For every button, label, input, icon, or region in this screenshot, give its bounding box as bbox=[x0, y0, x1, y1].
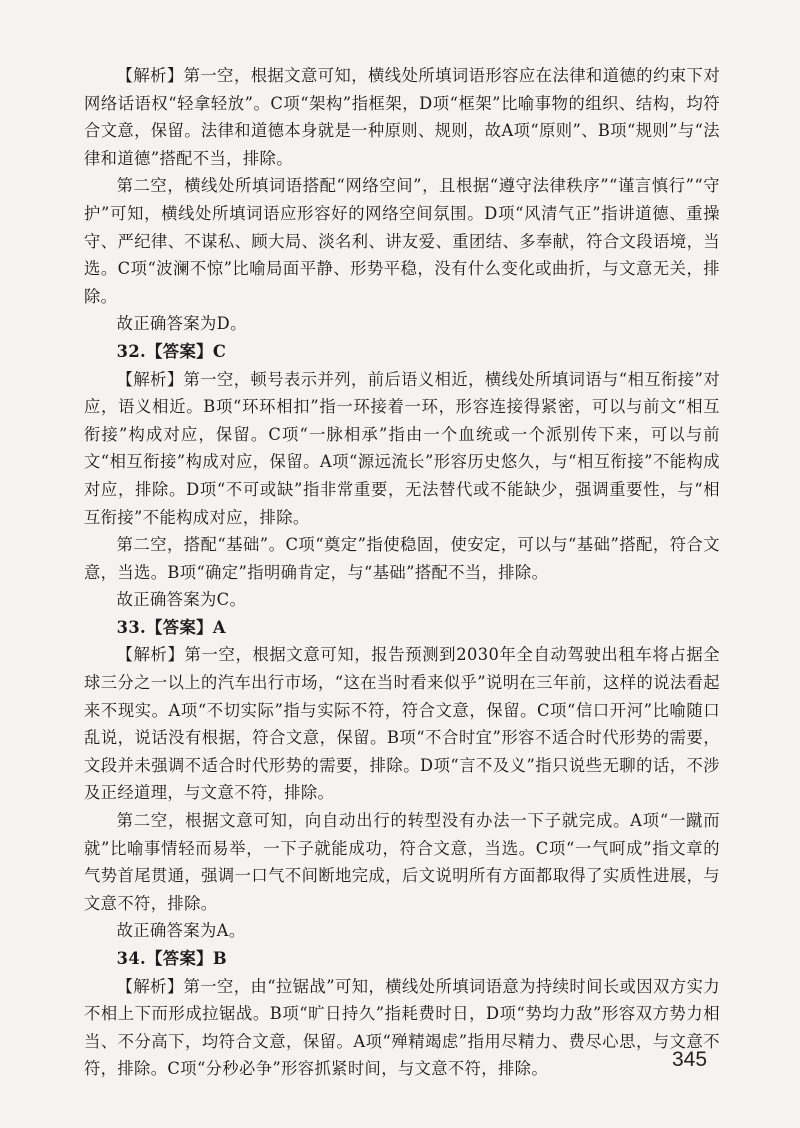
answer-heading: 33.【答案】A bbox=[116, 617, 226, 637]
paragraph: 【解析】第一空，由“拉锯战”可知，横线处所填词语意为持续时间长或因双方实力不相上下而形成拉锯战。B项“旷日持久”指耗费时日，D项“势均力敌”形容双方势力相当、不分高下，均符合文意，保留。A项“殚精竭虑”指用尽精力、费尽心思，与文意不符，排除。C项“分秒必争”形容抓紧时间，与文意不符，排除。 bbox=[84, 976, 720, 1079]
paragraph: 【解析】第一空，顿号表示并列，前后语义相近，横线处所填词语与“相互衔接”对应，语义相近。B项“环环相扣”指一环接着一环，形容连接得紧密，可以与前文“相互衔接”构成对应，保留。C项“一脉相承”指由一个血统或一个派别传下来，可以与前文“相互衔接”构成对应，保留。A项“源远流长”形容历史悠久，与“相互衔接”不能构成对应，排除。D项“不可或缺”指非常重要，无法替代或不能缺少，强调重要性，与“相互衔接”不能构成对应，排除。 bbox=[84, 369, 720, 527]
paragraph: 故正确答案为D。 bbox=[116, 314, 247, 334]
answer-heading: 34.【答案】B bbox=[116, 949, 228, 968]
paragraph: 故正确答案为A。 bbox=[116, 921, 246, 941]
page-number: 345 bbox=[672, 1048, 708, 1071]
paragraph: 故正确答案为C。 bbox=[116, 590, 247, 610]
paragraph: 第二空，横线处所填词语搭配“网络空间”，且根据“遵守法律秩序”“谨言慎行”“守护”可知，横线处所填词语应形容好的网络空间氛围。D项“风清气正”指讲道德、重操守、严纪律、不谋私、顾大局、淡名利、讲友爱、重团结、多奉献，符合文段语境，当选。C项“波澜不惊”比喻局面平静、形势平稳，没有什么变化或曲折，与文意无关，排除。 bbox=[84, 176, 720, 306]
answer-heading: 32.【答案】C bbox=[116, 341, 227, 361]
page-content bbox=[84, 62, 720, 1083]
paragraph: 第二空，搭配“基础”。C项“奠定”指使稳固，使安定，可以与“基础”搭配，符合文意，当选。B项“确定”指明确肯定，与“基础”搭配不当，排除。 bbox=[84, 535, 720, 582]
paragraph: 【解析】第一空，根据文意可知，横线处所填词语形容应在法律和道德的约束下对网络话语权“轻拿轻放”。C项“架构”指框架，D项“框架”比喻事物的组织、结构，均符合文意，保留。法律和道德本身就是一种原则、规则，故A项“原则”、B项“规则”与“法律和道德”搭配不当，排除。 bbox=[84, 66, 720, 168]
paragraph: 【解析】第一空，根据文意可知，报告预测到2030年全自动驾驶出租车将占据全球三分之一以上的汽车出行市场，“这在当时看来似乎”说明在三年前，这样的说法看起来不现实。A项“不切实际”指与实际不符，符合文意，保留。C项“信口开河”比喻随口乱说，说话没有根据，符合文意，保留。B项“不合时宜”形容不适合时代形势的需要，文段并未强调不适合时代形势的需要，排除。D项“言不及义”指只说些无聊的话，不涉及正经道理，与文意不符，排除。 bbox=[84, 645, 720, 803]
paragraph: 第二空，根据文意可知，向自动出行的转型没有办法一下子就完成。A项“一蹴而就”比喻事情轻而易举，一下子就能成功，符合文意，当选。C项“一气呵成”指文章的气势首尾贯通，强调一口气不间断地完成，后文说明所有方面都取得了实质性进展，与文意不符，排除。 bbox=[84, 811, 720, 913]
